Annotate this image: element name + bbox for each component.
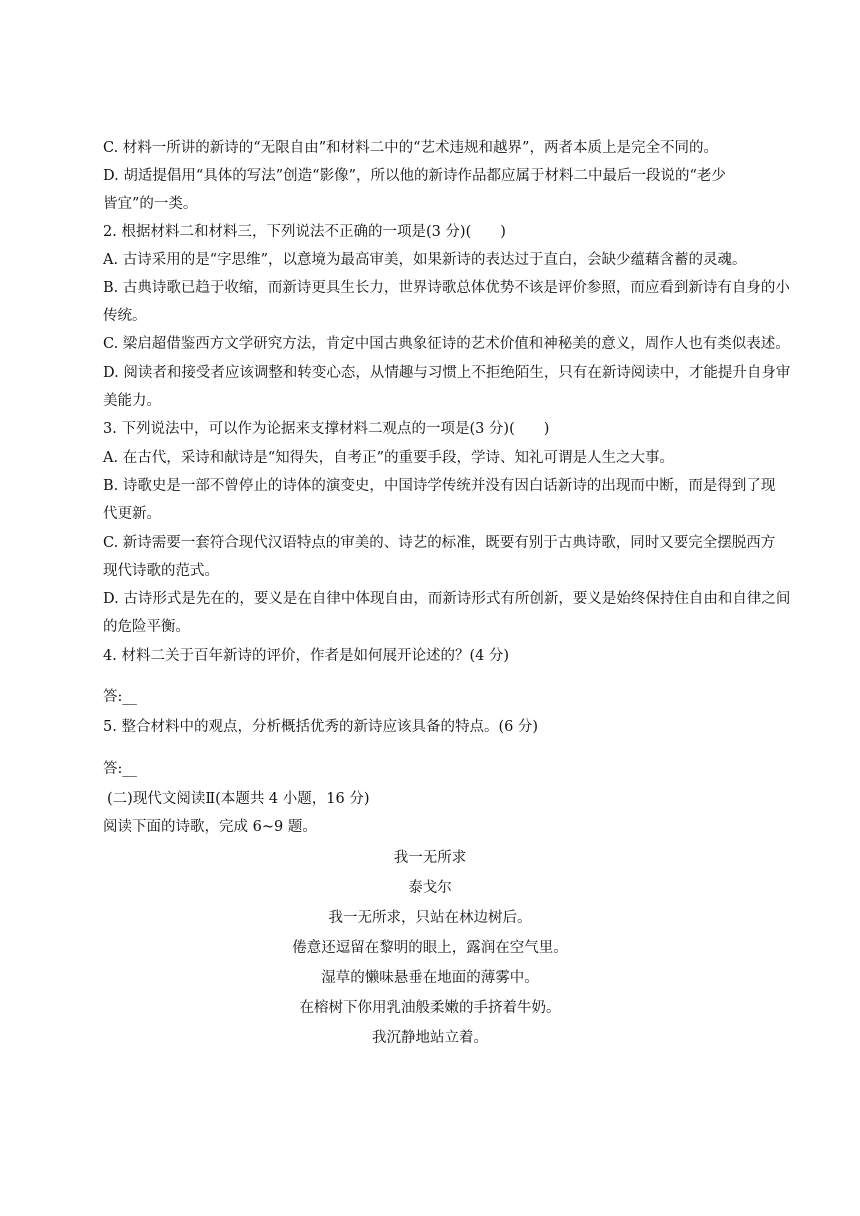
poem-line: 倦意还逗留在黎明的眼上，露润在空气里。 [292, 940, 568, 956]
poem-line: 在榕树下你用乳油般柔嫩的手挤着牛奶。 [299, 1000, 561, 1016]
poem-line: 湿草的懒味悬垂在地面的薄雾中。 [321, 970, 539, 986]
q3-option-b-line1: B. 诗歌史是一部不曾停止的诗体的演变史，中国诗学传统并没有因白话新诗的出现而中断，而是得到了现 [103, 478, 776, 494]
q5-stem: 5. 整合材料中的观点，分析概括优秀的新诗应该具备的特点。(6 分) [103, 719, 539, 735]
q2-option-d-line2: 美能力。 [103, 393, 161, 409]
q2-option-a: A. 古诗采用的是“字思维”，以意境为最高审美，如果新诗的表达过于直白，会缺少蕴藉含蓄的灵魂。 [103, 252, 747, 268]
q3-option-b-line2: 代更新。 [103, 506, 161, 522]
q2-option-b-line1: B. 古典诗歌已趋于收缩，而新诗更具生长力，世界诗歌总体优势不该是评价参照，而应看到新诗有自身的小 [103, 280, 790, 296]
poem-author: 泰戈尔 [408, 880, 452, 896]
q3-option-c-line1: C. 新诗需要一套符合现代汉语特点的审美的、诗艺的标准，既要有别于古典诗歌，同时又要完全摆脱西方 [103, 535, 776, 551]
q3-option-a: A. 在古代，采诗和献诗是“知得失，自考正”的重要手段，学诗、知礼可谓是人生之大事。 [103, 450, 675, 466]
q3-stem: 3. 下列说法中，可以作为论据来支撑材料二观点的一项是(3 分)( ) [103, 421, 550, 437]
q5-answer-blank[interactable]: 答:__ [103, 761, 137, 777]
q4-stem: 4. 材料二关于百年新诗的评价，作者是如何展开论述的？(4 分) [103, 648, 510, 664]
section2-instruction: 阅读下面的诗歌，完成 6~9 题。 [103, 819, 317, 835]
q1-option-c: C. 材料一所讲的新诗的“无限自由”和材料二中的“艺术违规和越界”，两者本质上是完全不同的。 [103, 140, 718, 156]
q3-option-c-line2: 现代诗歌的范式。 [103, 563, 219, 579]
poem-line: 我一无所求，只站在林边树后。 [328, 910, 532, 926]
q1-option-d-line1: D. 胡适提倡用“具体的写法”创造“影像”，所以他的新诗作品都应属于材料二中最后一段说的“老少 [103, 168, 726, 184]
q1-option-d-line2: 皆宜”的一类。 [103, 196, 198, 212]
q2-option-d-line1: D. 阅读者和接受者应该调整和转变心态，从情趣与习惯上不拒绝陌生，只有在新诗阅读中，才能提升自身审 [103, 365, 791, 381]
q3-option-d-line2: 的危险平衡。 [103, 619, 190, 635]
q2-stem: 2. 根据材料二和材料三，下列说法不正确的一项是(3 分)( ) [103, 224, 506, 240]
section2-heading: (二)现代文阅读Ⅱ(本题共 4 小题，16 分) [107, 791, 370, 807]
q3-option-d-line1: D. 古诗形式是先在的，要义是在自律中体现自由，而新诗形式有所创新，要义是始终保持住自由和自律之间 [103, 591, 791, 607]
poem-line: 我沉静地站立着。 [372, 1030, 488, 1046]
poem-title: 我一无所求 [393, 850, 467, 866]
q4-answer-blank[interactable]: 答:__ [103, 689, 137, 705]
q2-option-c: C. 梁启超借鉴西方文学研究方法，肯定中国古典象征诗的艺术价值和神秘美的意义，周作人也有类似表述。 [103, 336, 790, 352]
q2-option-b-line2: 传统。 [103, 308, 147, 324]
